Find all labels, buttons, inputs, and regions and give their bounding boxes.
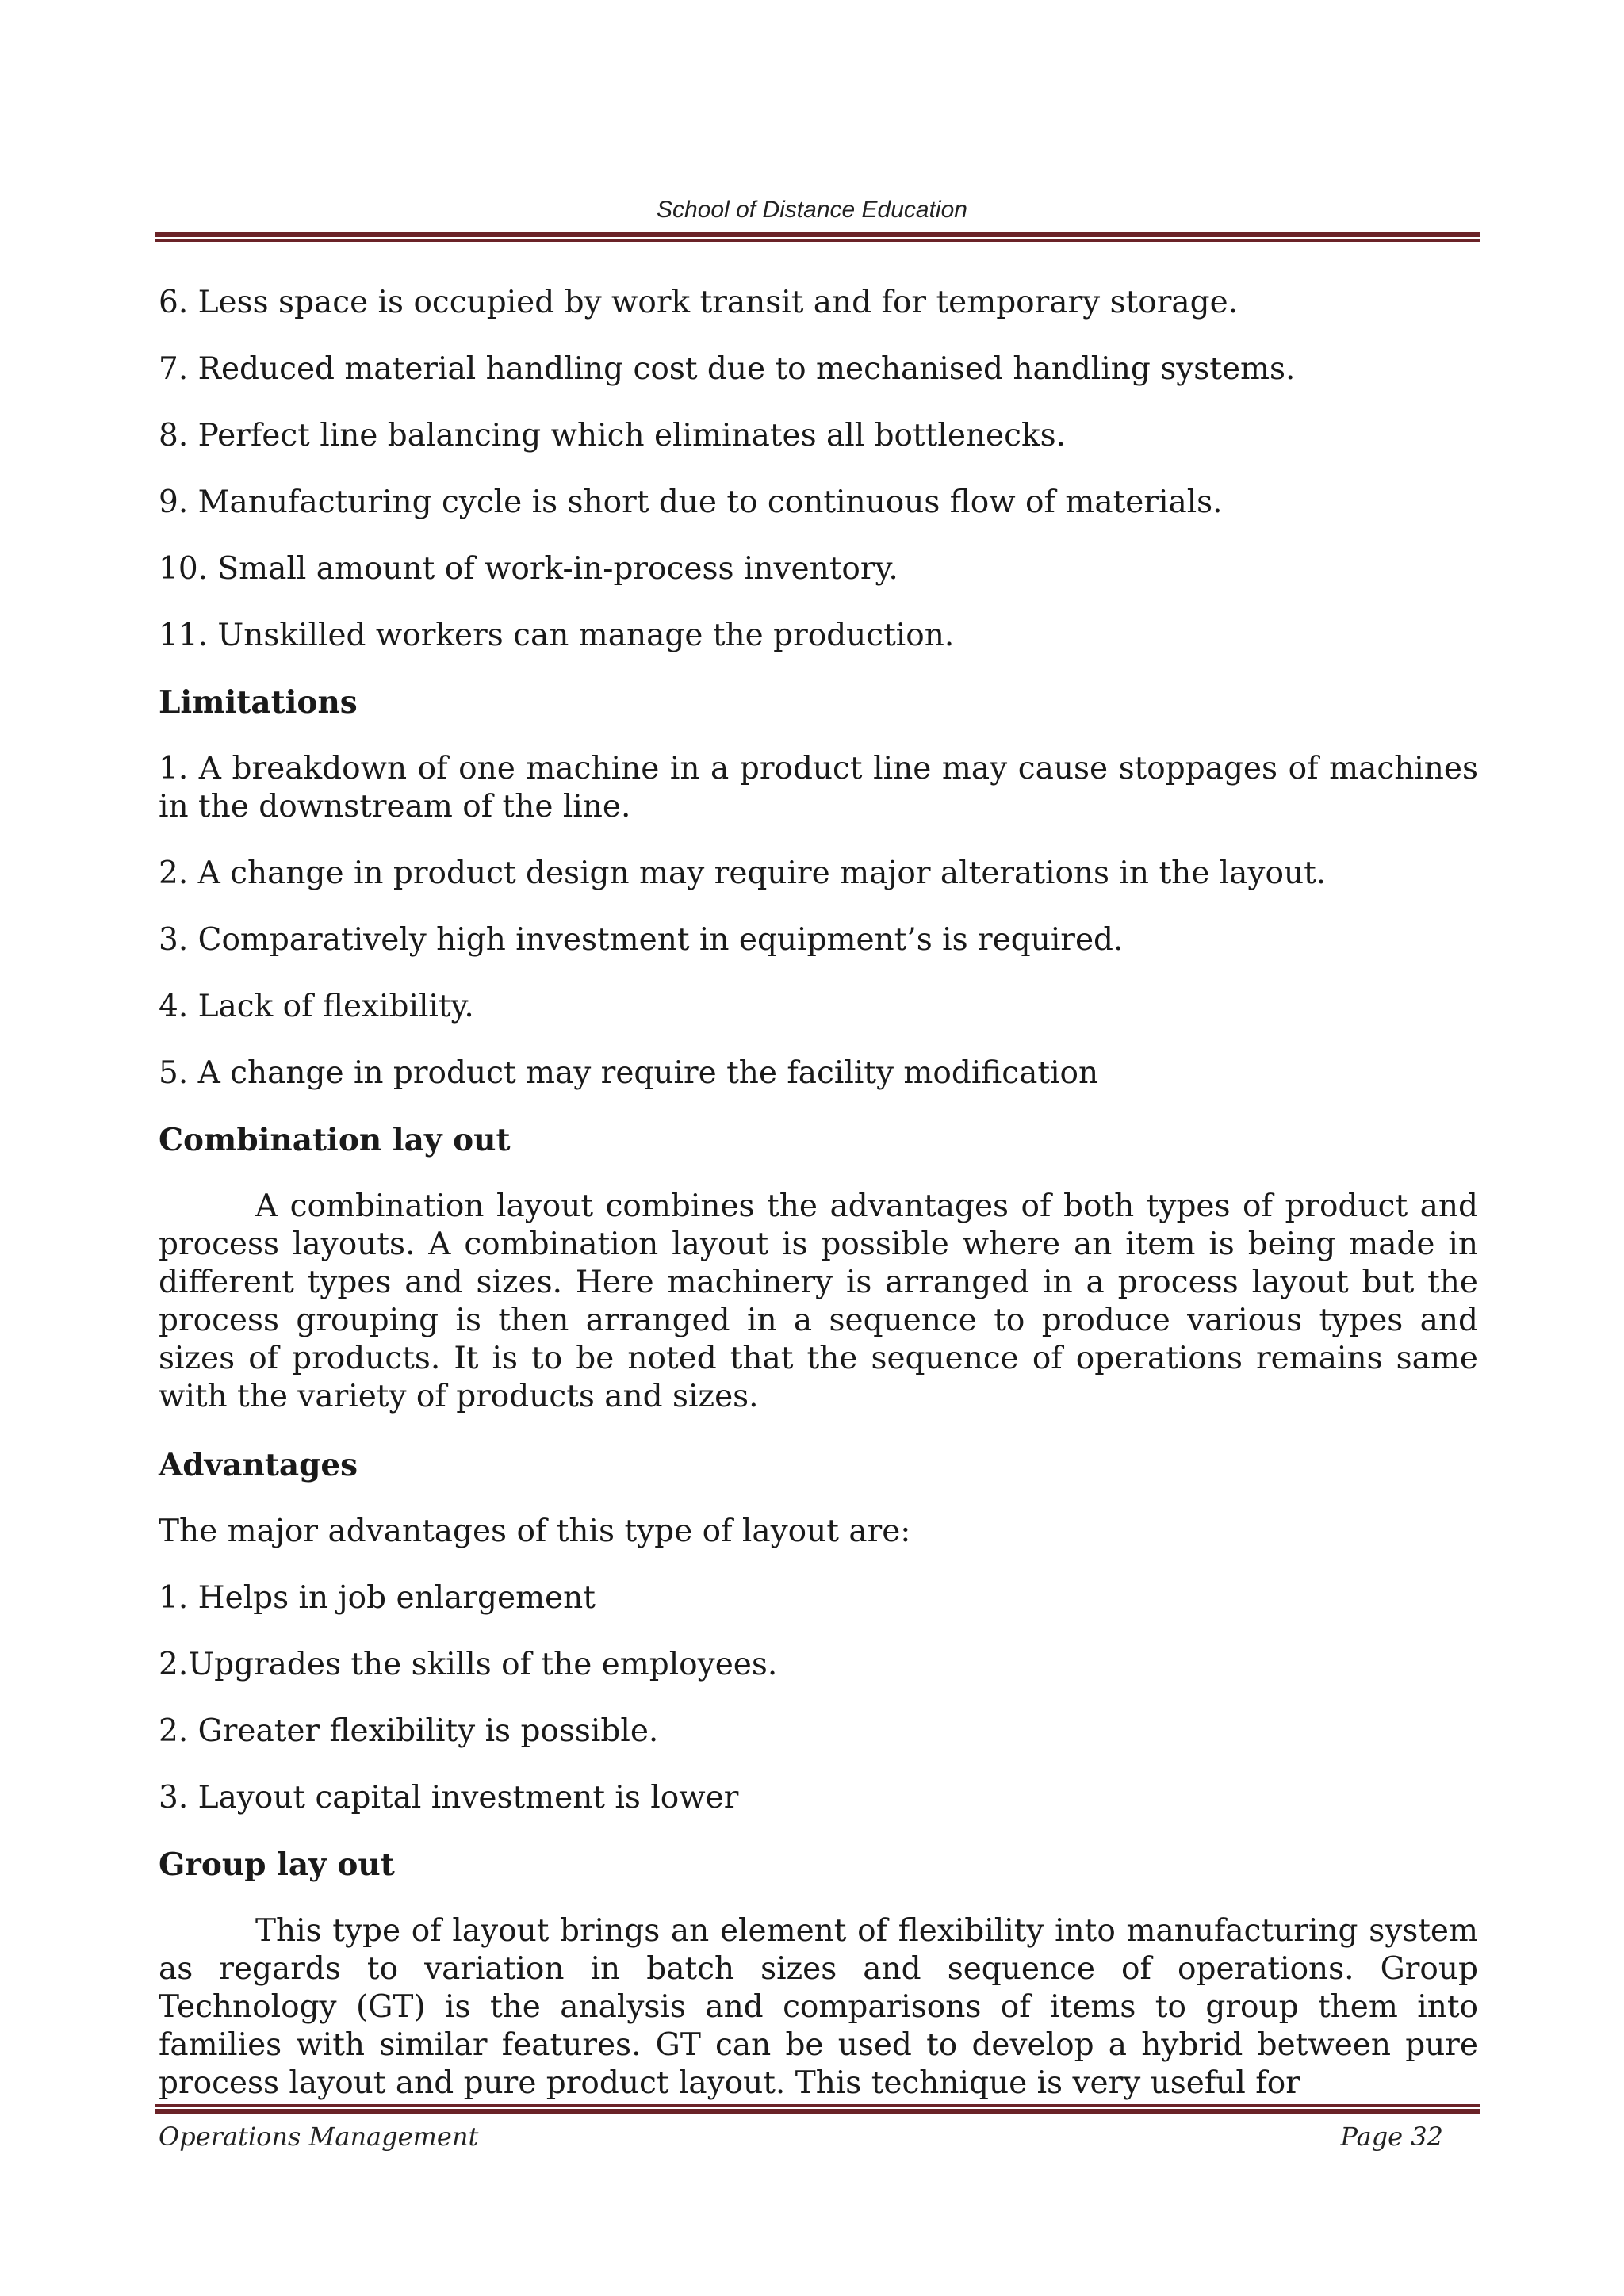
list-item: 9. Manufacturing cycle is short due to continuous flow of materials. xyxy=(159,484,1223,520)
group-paragraph: This type of layout brings an element of flexibility into manufacturing system as regards to variation in batch sizes and sequence of operations. Group Technology (GT) is the analysis and comparisons of items to group them into families with similar features. GT can be used to develop a hybrid between pure process layout and pure product layout. This technique is very useful for xyxy=(159,1913,1478,2101)
limitation-item: 1. A breakdown of one machine in a product line may cause stoppages of machines in the downstream of the line. xyxy=(159,751,1478,825)
advantage-item: 2. Greater flexibility is possible. xyxy=(159,1713,659,1749)
advantage-item: 1. Helps in job enlargement xyxy=(159,1580,596,1616)
advantages-intro: The major advantages of this type of layout are: xyxy=(159,1513,911,1549)
footer-course-title: Operations Management xyxy=(159,2122,479,2152)
list-item: 10. Small amount of work-in-process inventory. xyxy=(159,551,898,587)
advantage-item: 3. Layout capital investment is lower xyxy=(159,1780,739,1816)
list-item: 7. Reduced material handling cost due to mechanised handling systems. xyxy=(159,351,1296,387)
footer-rule xyxy=(155,2104,1480,2114)
limitation-item: 4. Lack of flexibility. xyxy=(159,989,474,1024)
group-heading: Group lay out xyxy=(159,1846,395,1883)
header-rule xyxy=(155,232,1480,242)
footer-page-number: Page 32 xyxy=(1340,2122,1443,2152)
combination-paragraph: A combination layout combines the advantages of both types of product and process layouts. A combination layout is possible where an item is being made in different types and sizes. Here machinery is arranged in a process layout but the process grouping is then arranged in a sequence to produce various types and sizes of products. It is to be noted that the sequence of operations remains same with the variety of products and sizes. xyxy=(159,1188,1478,1414)
limitations-heading: Limitations xyxy=(159,684,358,721)
limitation-item: 2. A change in product design may require major alterations in the layout. xyxy=(159,855,1327,891)
combination-heading: Combination lay out xyxy=(159,1122,511,1158)
advantage-item: 2.Upgrades the skills of the employees. xyxy=(159,1647,778,1682)
advantages-heading: Advantages xyxy=(159,1447,358,1483)
list-item: 8. Perfect line balancing which eliminates all bottlenecks. xyxy=(159,418,1067,453)
list-item: 6. Less space is occupied by work transit and for temporary storage. xyxy=(159,285,1239,320)
limitation-item: 5. A change in product may require the facility modification xyxy=(159,1055,1099,1091)
page-header-title: School of Distance Education xyxy=(657,197,967,223)
list-item: 11. Unskilled workers can manage the production. xyxy=(159,618,955,653)
limitation-item: 3. Comparatively high investment in equipment’s is required. xyxy=(159,922,1124,958)
